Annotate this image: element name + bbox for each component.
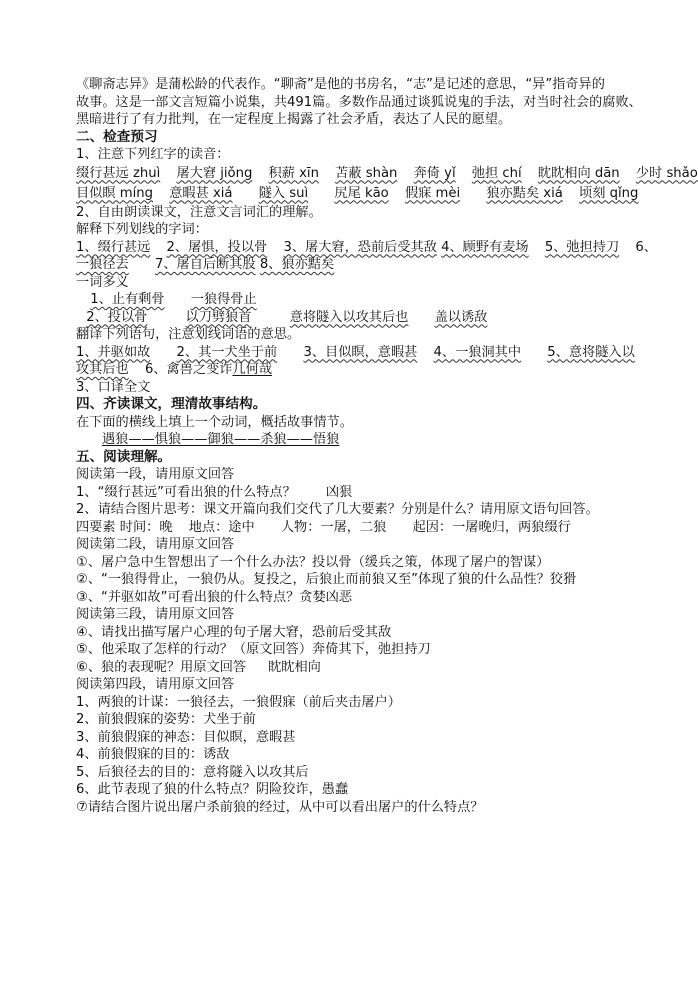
pronunciation-row-1	[76, 164, 698, 184]
answer-text: 眈眈相向	[268, 659, 321, 675]
reading-question: 2、自由朗读课文，注意文言词汇的理解。	[76, 204, 322, 220]
poly-item: 一狼得骨止	[190, 292, 257, 307]
polysemy-row-2	[76, 309, 632, 327]
trans-item: 2、其一犬坐于前	[176, 344, 278, 360]
translation-title: 翻译下列语句，注意划线词语的意思。	[76, 327, 301, 342]
pron-item: 弛担 chí	[471, 165, 522, 181]
def-item: 1、缀行甚远	[76, 239, 151, 255]
pron-item: 眈眈相向 dān	[537, 165, 620, 181]
def-item: 6、	[635, 239, 657, 255]
pron-item: 奔倚 yǐ	[413, 165, 456, 181]
poly-item: 1、止有剩骨	[90, 292, 165, 307]
para2-question-3: ③、“并驱如故”可看出狼的什么特点？贪婪凶恶	[76, 589, 353, 605]
trans-item: 6、禽兽之变诈	[144, 362, 233, 377]
def-item: 3、屠大窘，恐前后受其敌	[283, 239, 437, 255]
section-2-heading: 二、检查预习	[76, 128, 158, 145]
para4-item-3: 3、前狼假寐的神态：目似瞑，意暇甚	[76, 729, 296, 745]
pronunciation-row-2	[76, 184, 639, 204]
trans-underlined-word: 几何哉	[232, 362, 273, 377]
pron-item: 隧入 suì	[258, 185, 309, 201]
trans-item: 1、并驱如故	[76, 344, 151, 360]
answer-text: 地点：途中	[188, 519, 255, 535]
def-item: 7、屠自后断其股	[154, 257, 256, 272]
pron-item: 尻尾 kāo	[334, 185, 389, 201]
oral-translation: 3、口译全文	[76, 379, 151, 395]
trans-item: 4、一狼洞其中	[433, 344, 522, 360]
para1-question-1	[76, 484, 632, 502]
para4-item-4: 4、前狼假寐的目的：诱敌	[76, 747, 230, 762]
answer-text: 人物：一屠，二狼	[280, 519, 387, 535]
pron-item: 缀行甚远 zhuì	[76, 165, 161, 181]
document-body	[76, 76, 698, 816]
para2-question-2: ②、“一狼得骨止，一狼仍从。复投之，后狼止而前狼又至”体现了狼的什么品性？狡猾	[76, 572, 577, 587]
definition-instruction: 解释下列划线的字词：	[76, 222, 208, 237]
translation-row-2	[76, 361, 632, 379]
pron-item: 狼亦黠矣 xiá	[486, 185, 563, 201]
intro-line-1: 《聊斋志异》是蒲松龄的代表作。“聊斋”是他的书房名，“志”是记述的意思，“异”指奇异的	[76, 77, 605, 92]
para1-question-2: 2、请结合图片思考：课文开篇向我们交代了几大要素？分别是什么？请用原文语句回答。	[76, 502, 599, 517]
para3-question-1: ④、请找出描写屠户心理的句子屠大窘，恐前后受其敌	[76, 624, 392, 640]
translation-row-1	[76, 344, 635, 362]
question-text: ⑥、狼的表现呢？用原文回答	[76, 659, 247, 675]
para3-question-2: ⑤、他采取了怎样的行动？（原文回答）奔倚其下，弛担持刀	[76, 642, 431, 657]
trans-item: 5、意将隧入以	[547, 344, 635, 360]
pron-item: 屠大窘 jiǒng	[176, 165, 253, 181]
para1-title: 阅读第一段，请用原文回答	[76, 467, 235, 482]
trans-item: 攻其后也	[76, 362, 129, 377]
def-item: 5、弛担持刀	[544, 239, 620, 255]
pronunciation-question: 1、注意下列红字的读音：	[76, 147, 230, 162]
trans-item: 3、目似瞑，意暇甚	[303, 344, 418, 360]
para3-title: 阅读第三段，请用原文回答	[76, 607, 235, 622]
pron-item: 意暇甚 xiá	[169, 185, 233, 201]
intro-line-3: 黑暗进行了有力批判，在一定程度上揭露了社会矛盾，表达了人民的愿望。	[76, 112, 512, 127]
definition-row-1	[76, 239, 657, 257]
poly-item: 意将隧入以攻其后也	[289, 309, 409, 325]
pron-item: 苫蔽 shàn	[335, 165, 398, 181]
para4-title: 阅读第四段，请用原文回答	[76, 677, 235, 692]
plot-chain: 遇狼——惧狼——御狼——杀狼——悟狼	[102, 432, 340, 447]
definition-row-2	[76, 256, 632, 274]
plot-summary	[76, 431, 632, 449]
pron-item: 顷刻 qǐng	[579, 185, 639, 201]
pron-item: 目似瞑 míng	[76, 185, 153, 201]
pron-item: 假寐 mèi	[404, 185, 461, 201]
def-item: 4、顾野有麦场	[441, 239, 529, 255]
pron-item: 积薪 xīn	[268, 165, 319, 181]
def-item: 2、屠惧，投以骨	[166, 239, 268, 255]
para2-question-1: ①、屠户急中生智想出了一个什么办法？投以骨（缓兵之策，体现了屠户的智谋）	[76, 554, 550, 570]
poly-item: 以刀劈狼首	[185, 309, 252, 325]
polysemy-title: 一词多义	[76, 274, 129, 290]
para4-item-2: 2、前狼假寐的姿势：犬坐于前	[76, 712, 256, 727]
para1-answer-2	[76, 519, 632, 537]
para4-item-7: ⑦请结合图片说出屠户杀前狼的经过，从中可以看出屠户的什么特点？	[76, 799, 484, 815]
para3-question-3	[76, 659, 632, 677]
polysemy-row-1	[76, 291, 632, 309]
poly-item: 盖以诱敌	[434, 309, 488, 325]
answer-text: 四要素 时间：晚	[76, 519, 173, 535]
answer-text: 起因：一屠晚归，两狼缀行	[412, 519, 571, 535]
pron-item: 少时 shǎo	[635, 165, 698, 181]
section-5-heading: 五、阅读理解。	[76, 448, 172, 465]
para4-item-5: 5、后狼径去的目的：意将隧入以攻其后	[76, 764, 309, 780]
def-item: 8、狼亦黠矣	[259, 257, 335, 272]
answer-text: 凶狠	[325, 484, 353, 500]
plot-instruction: 在下面的横线上填上一个动词，概括故事情节。	[76, 414, 353, 430]
para4-item-1: 1、两狼的计谋：一狼径去，一狼假寐（前后夹击屠户）	[76, 694, 401, 710]
para4-item-6: 6、此节表现了狼的什么特点？阴险狡诈，愚蠢	[76, 782, 349, 797]
section-4-heading: 四、齐读课文，理清故事结构。	[76, 396, 267, 412]
para2-title: 阅读第二段，请用原文回答	[76, 537, 235, 552]
def-item: 一狼径去	[76, 257, 129, 272]
intro-line-2: 故事。这是一部文言短篇小说集，共491篇。多数作品通过谈狐说鬼的手法，对当时社会的腐败、	[76, 94, 642, 110]
poly-item: 2、投以骨	[86, 309, 148, 325]
question-text: 1、“缀行甚远”可看出狼的什么特点？	[76, 484, 296, 500]
